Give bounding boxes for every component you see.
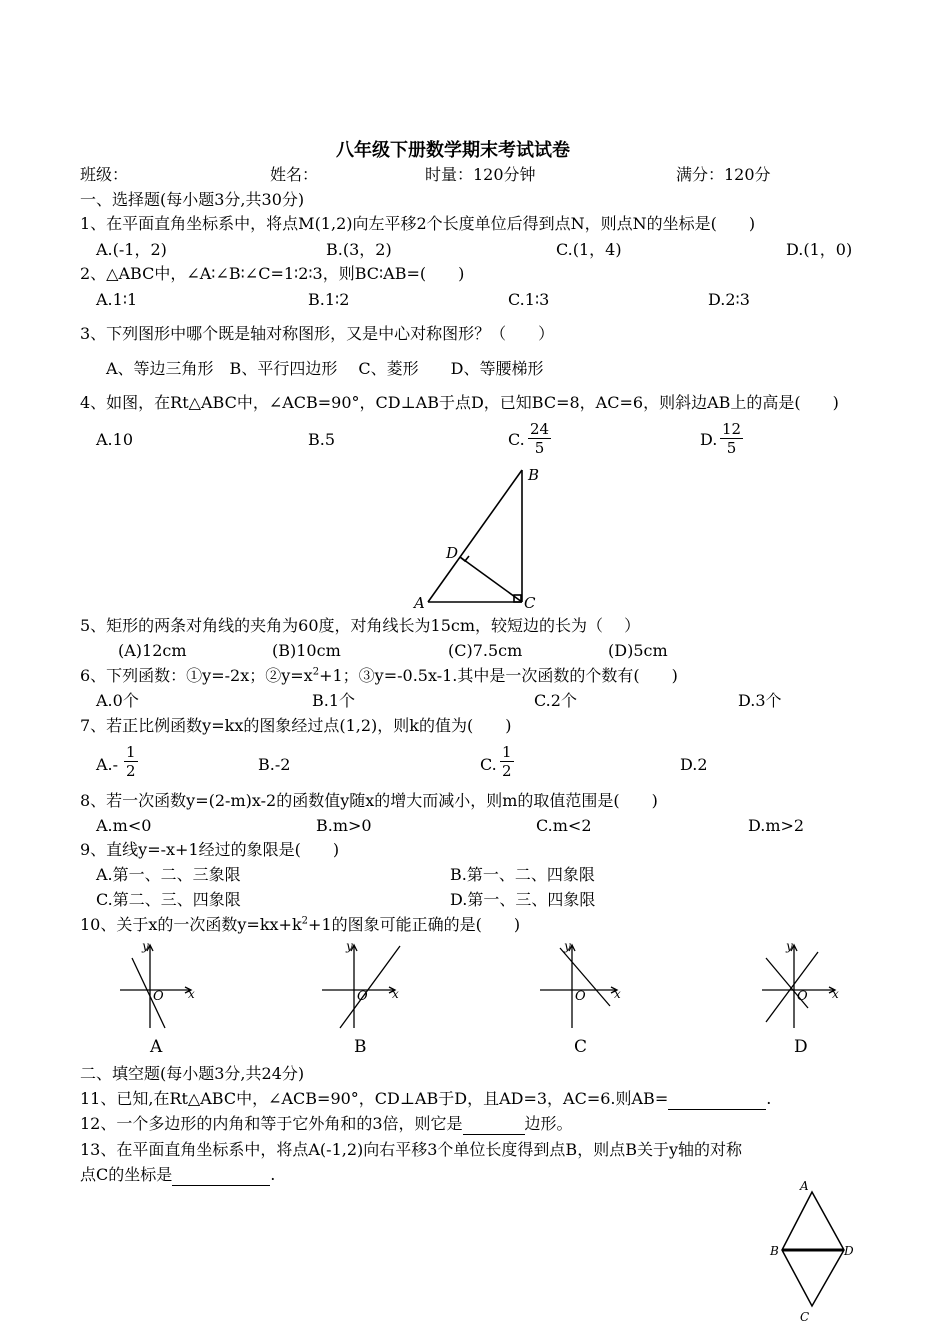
q5-option-d: (D)5cm <box>608 641 668 660</box>
q1-option-b: B.(3，2) <box>326 240 392 259</box>
q13-text-line1: 13、在平面直角坐标系中，将点A(-1,2)向右平移3个单位长度得到点B，则点B关于y轴的对称 <box>80 1140 742 1159</box>
score-label: 满分：120分 <box>676 165 771 184</box>
fraction-denominator: 5 <box>534 439 545 457</box>
q8-option-a: A.m<0 <box>96 816 152 835</box>
q4-option-c-prefix: C. <box>508 430 525 449</box>
q10-graph-c <box>530 938 630 1058</box>
q10-text: 10、关于x的一次函数$y=kx+k^2+1$的图象可能正确的是( ) <box>80 915 521 934</box>
q4-option-a: A.10 <box>96 430 133 449</box>
q2-text: 2、△ABC中，∠A∶∠B∶∠C=1∶2∶3，则BC∶AB=( ) <box>80 264 465 283</box>
q13-answer-blank[interactable] <box>172 1165 270 1186</box>
q10-label-d: D <box>794 1037 808 1057</box>
page-title: 八年级下册数学期末考试试卷 <box>336 140 570 161</box>
q7-option-c-fraction <box>500 743 514 780</box>
q3-options: A、等边三角形 B、平行四边形 C、菱形 D、等腰梯形 <box>106 359 544 378</box>
q6-option-b: B.1个 <box>312 691 356 710</box>
q4-point-a-label: A <box>414 594 425 612</box>
q6-option-a: A.0个 <box>96 691 139 710</box>
q10-label-c: C <box>574 1037 588 1057</box>
svg-text:O: O <box>797 989 808 1004</box>
q7-option-a-prefix: A.- <box>96 755 119 774</box>
svg-text:y: y <box>142 939 149 953</box>
q4-point-c-label: C <box>524 594 536 612</box>
q1-option-a: A.(-1，2) <box>96 240 167 259</box>
q2-option-d: D.2∶3 <box>708 290 750 309</box>
section-2-heading: 二、填空题(每小题3分,共24分) <box>80 1064 305 1083</box>
q1-text: 1、在平面直角坐标系中，将点M(1,2)向左平移2个长度单位后得到点N，则点N的坐标是( ) <box>80 214 756 233</box>
rhombus-point-b-label: B <box>770 1244 779 1258</box>
q4-point-d-label: D <box>446 544 459 562</box>
q7-option-c-prefix: C. <box>480 755 497 774</box>
svg-text:x: x <box>392 987 399 1001</box>
q4-triangle-figure <box>400 462 560 614</box>
q8-option-d: D.m>2 <box>748 816 805 835</box>
fraction-denominator: 2 <box>502 762 512 780</box>
rhombus-figure <box>764 1176 864 1336</box>
name-label: 姓名： <box>270 165 319 184</box>
q3-text: 3、下列图形中哪个既是轴对称图形，又是中心对称图形？（ ） <box>80 324 555 343</box>
svg-text:y: y <box>786 939 793 953</box>
q5-text: 5、矩形的两条对角线的夹角为60度，对角线长为15cm，较短边的长为（ ） <box>80 616 641 635</box>
svg-text:O: O <box>575 989 586 1004</box>
fraction-denominator: 2 <box>126 762 136 780</box>
q7-option-d: D.2 <box>680 755 708 774</box>
q5-option-c: (C)7.5cm <box>448 641 523 660</box>
rhombus-point-d-label: D <box>844 1244 854 1258</box>
q4-option-d-prefix: D. <box>700 430 718 449</box>
q9-option-d: D.第一、三、四象限 <box>450 890 596 909</box>
q11-answer-blank[interactable] <box>668 1089 766 1110</box>
q8-option-c: C.m<2 <box>536 816 592 835</box>
q4-text: 4、如图，在Rt△ABC中，∠ACB=90°，CD⊥AB于点D，已知BC=8，AC=6，则斜边AB上的高是( ) <box>80 393 839 412</box>
q11-text: 11、已知,在Rt△ABC中，∠ACB=90°，CD⊥AB于D，且AD=3，AC=6.则AB= . <box>80 1089 772 1108</box>
q12-answer-blank[interactable] <box>463 1114 525 1135</box>
q8-text: 8、若一次函数y=(2-m)x-2的函数值y随x的增大而减小，则m的取值范围是( ) <box>80 791 658 810</box>
q9-option-a: A.第一、二、三象限 <box>96 865 241 884</box>
section-1-heading: 一、选择题(每小题3分,共30分) <box>80 190 305 209</box>
q4-option-d-fraction <box>720 420 743 457</box>
rhombus-point-a-label: A <box>800 1179 809 1193</box>
q5-option-b: (B)10cm <box>272 641 341 660</box>
q5-option-a: (A)12cm <box>118 641 187 660</box>
q9-option-c: C.第二、三、四象限 <box>96 890 241 909</box>
fraction-numerator: 24 <box>530 420 550 438</box>
svg-text:O: O <box>153 989 164 1004</box>
q10-graph-d <box>752 938 852 1058</box>
q7-text: 7、若正比例函数y=kx的图象经过点(1,2)，则k的值为( ) <box>80 716 512 735</box>
q10-label-a: A <box>150 1037 163 1057</box>
svg-text:y: y <box>564 939 571 953</box>
q9-option-b: B.第一、二、四象限 <box>450 865 595 884</box>
q13-text-line2: 点C的坐标是 . <box>80 1165 276 1184</box>
q2-option-b: B.1∶2 <box>308 290 350 309</box>
svg-text:x: x <box>614 987 621 1001</box>
svg-text:y: y <box>346 939 353 953</box>
q1-option-c: C.(1，4) <box>556 240 622 259</box>
q12-text: 12、一个多边形的内角和等于它外角和的3倍，则它是 边形。 <box>80 1114 573 1133</box>
fraction-numerator: 1 <box>502 743 512 761</box>
q10-graph-a <box>110 938 210 1058</box>
q2-option-a: A.1∶1 <box>96 290 138 309</box>
q6-option-c: C.2个 <box>534 691 577 710</box>
class-label: 班级： <box>80 165 129 184</box>
q7-option-b: B.-2 <box>258 755 291 774</box>
q4-point-b-label: B <box>528 466 540 484</box>
q10-graph-b <box>312 938 412 1058</box>
q1-option-d: D.(1，0) <box>786 240 853 259</box>
q10-label-b: B <box>354 1037 367 1057</box>
time-label: 时量：120分钟 <box>425 165 536 184</box>
svg-text:x: x <box>832 987 839 1001</box>
q2-option-c: C.1∶3 <box>508 290 550 309</box>
q6-text: 6、下列函数：①y=-2x；$②y=x^2+1$；③y=-0.5x-1.其中是一次函数的个数有( ) <box>80 666 678 685</box>
rhombus-point-c-label: C <box>800 1310 810 1324</box>
q4-option-c-fraction <box>528 420 551 457</box>
svg-text:x: x <box>188 987 195 1001</box>
q4-option-b: B.5 <box>308 430 336 449</box>
fraction-numerator: 12 <box>722 420 742 438</box>
q9-text: 9、直线y=-x+1经过的象限是( ) <box>80 840 340 859</box>
q7-option-a-fraction <box>124 743 138 780</box>
fraction-denominator: 5 <box>726 439 737 457</box>
svg-text:O: O <box>357 989 368 1004</box>
q6-option-d: D.3个 <box>738 691 782 710</box>
fraction-numerator: 1 <box>126 743 136 761</box>
q8-option-b: B.m>0 <box>316 816 372 835</box>
